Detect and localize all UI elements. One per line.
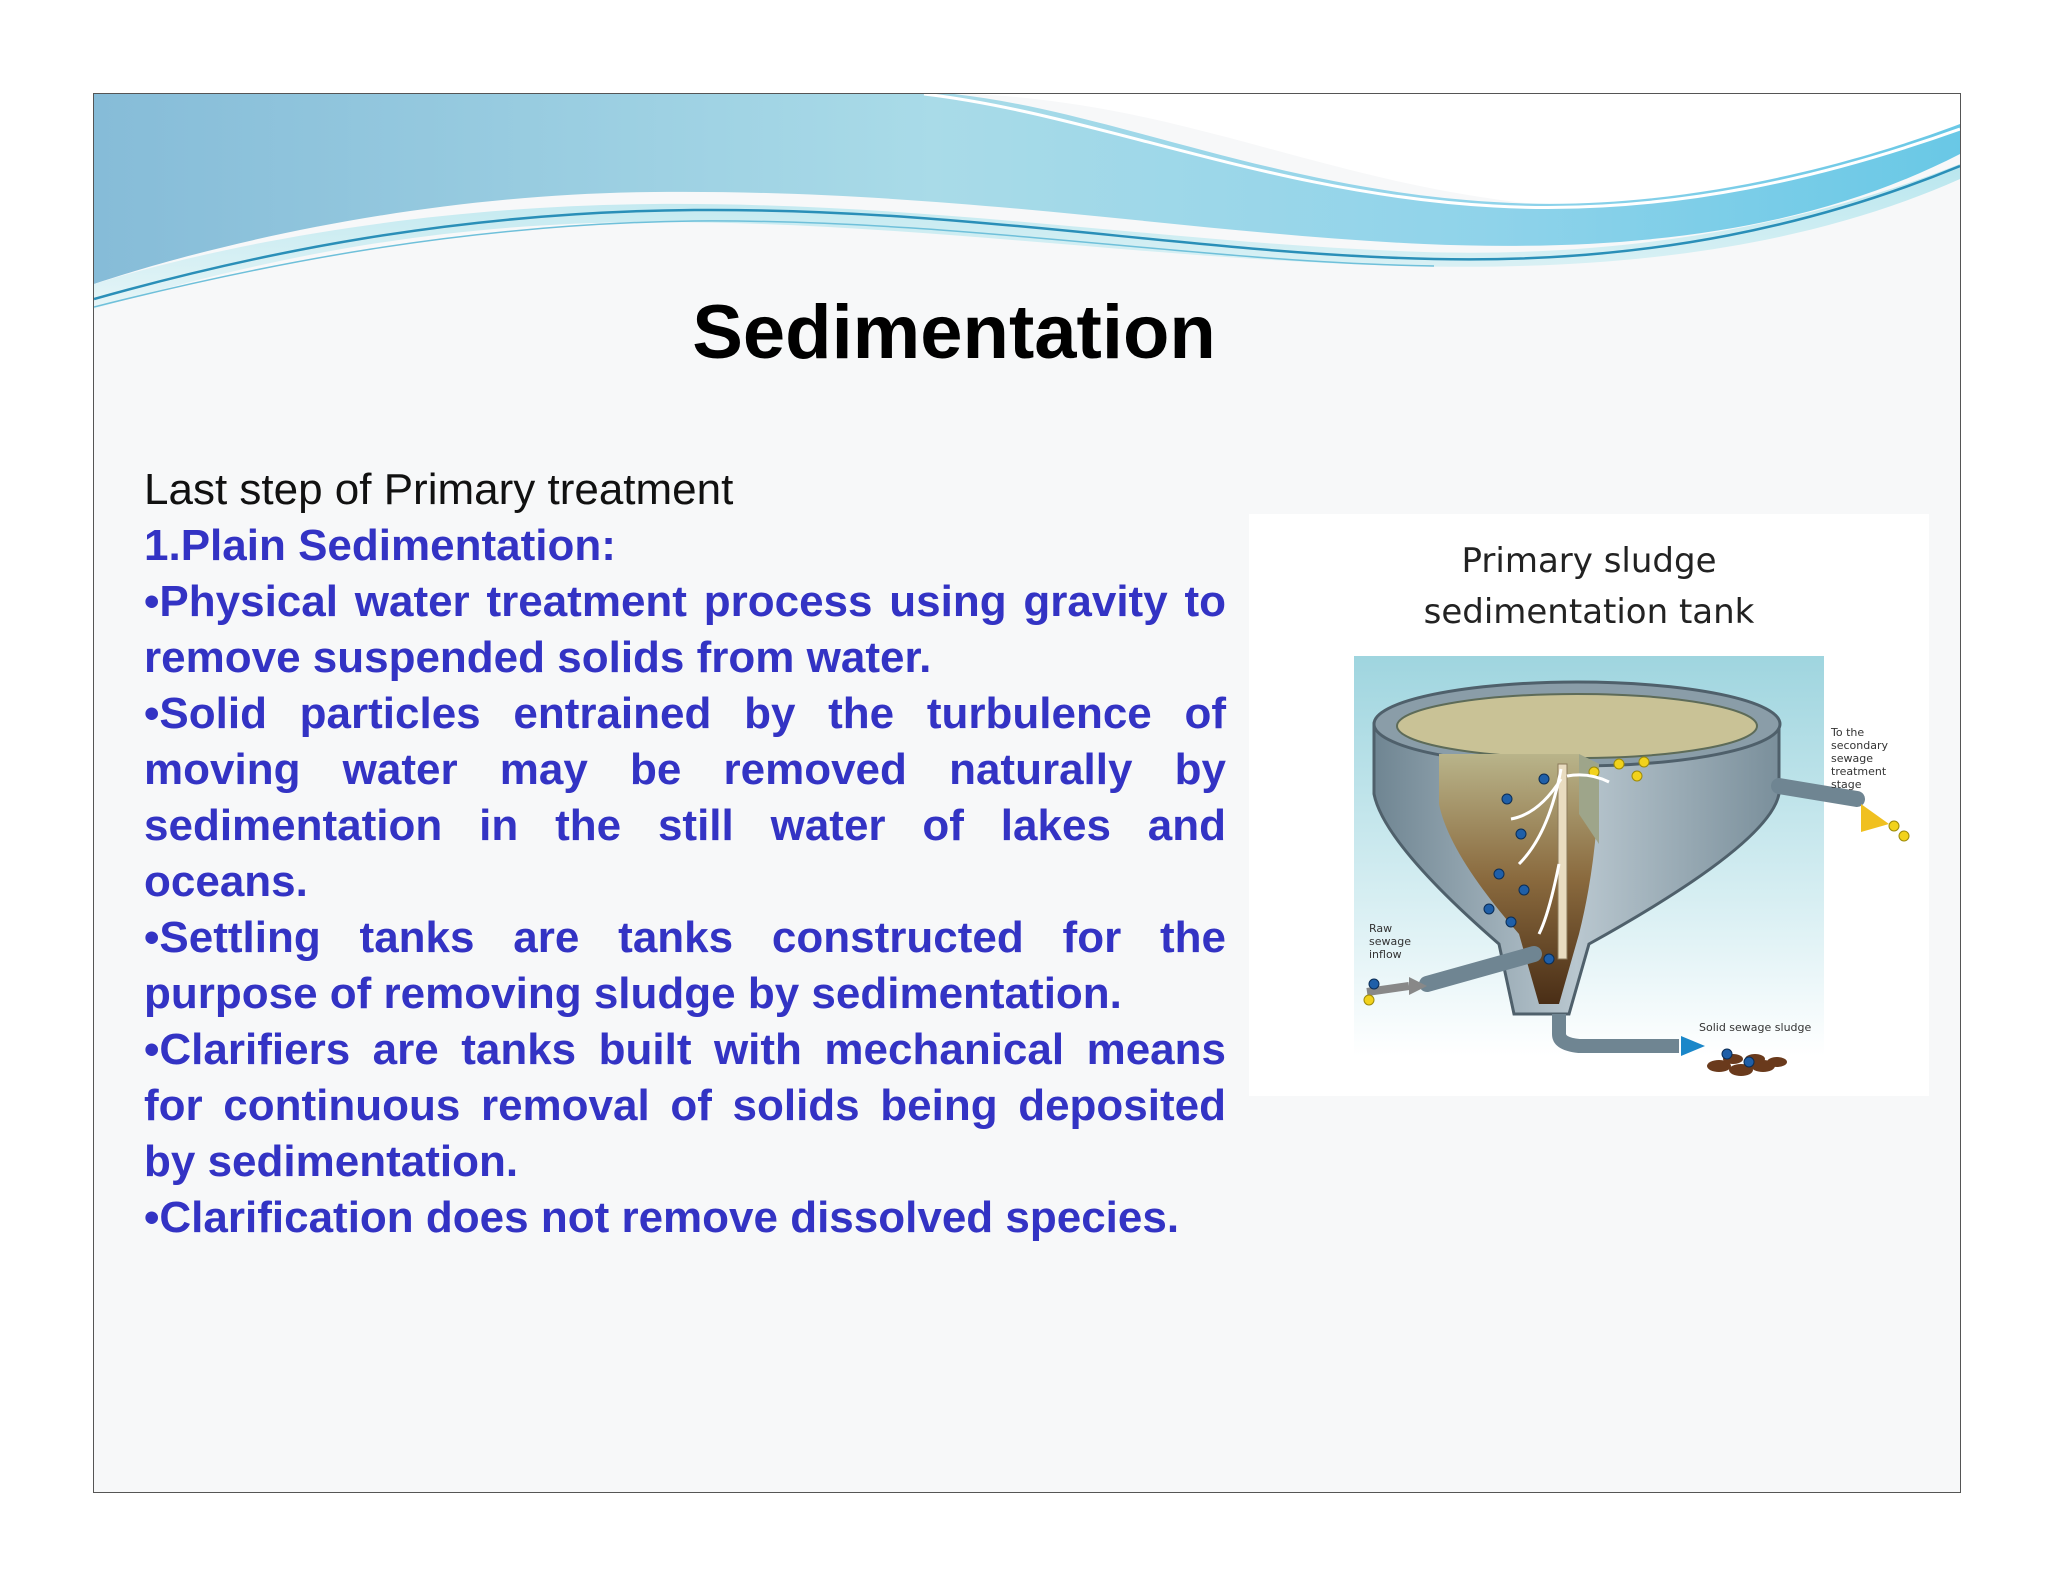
outflow-label-line: sewage — [1831, 752, 1873, 765]
body-text — [144, 462, 1226, 1246]
slide-title: Sedimentation — [692, 290, 1216, 375]
slide — [93, 93, 1961, 1493]
outflow-label-line: stage — [1831, 778, 1862, 791]
subheading: 1.Plain Sedimentation: — [144, 521, 616, 570]
outflow-label-line: secondary — [1831, 739, 1889, 752]
bullet-item: •Solid particles entrained by the turbulence of moving water may be removed naturally by sedimentation in the still water of lakes and oceans. — [144, 689, 1226, 906]
wave-banner-decoration — [94, 94, 1960, 314]
center-pipe — [1558, 764, 1567, 959]
outflow-label — [1830, 726, 1892, 791]
bullet-item: •Physical water treatment process using gravity to remove suspended solids from water. — [144, 577, 1226, 682]
bullet-item: •Clarification does not remove dissolved species. — [144, 1193, 1180, 1242]
sedimentation-tank-figure — [1249, 514, 1929, 1096]
bullet-item: •Clarifiers are tanks built with mechanical means for continuous removal of solids being deposited by sedimentation. — [144, 1025, 1226, 1186]
inflow-label-line: Raw — [1369, 922, 1393, 935]
figure-caption-line: Primary sludge — [1461, 541, 1717, 581]
inflow-label-line: sewage — [1369, 935, 1411, 948]
sludge-label: Solid sewage sludge — [1699, 1021, 1812, 1034]
outflow-arrow — [1861, 804, 1889, 832]
water-surface — [1397, 694, 1757, 758]
bullet-item: •Settling tanks are tanks constructed for the purpose of removing sludge by sedimentation. — [144, 913, 1226, 1018]
intro-line: Last step of Primary treatment — [144, 465, 734, 514]
outflow-label-line: To the — [1831, 726, 1865, 739]
inflow-label-line: inflow — [1369, 948, 1402, 961]
outflow-label-line: treatment — [1831, 765, 1887, 778]
figure-caption-line: sedimentation tank — [1423, 592, 1755, 632]
figure-caption — [1249, 536, 1929, 638]
